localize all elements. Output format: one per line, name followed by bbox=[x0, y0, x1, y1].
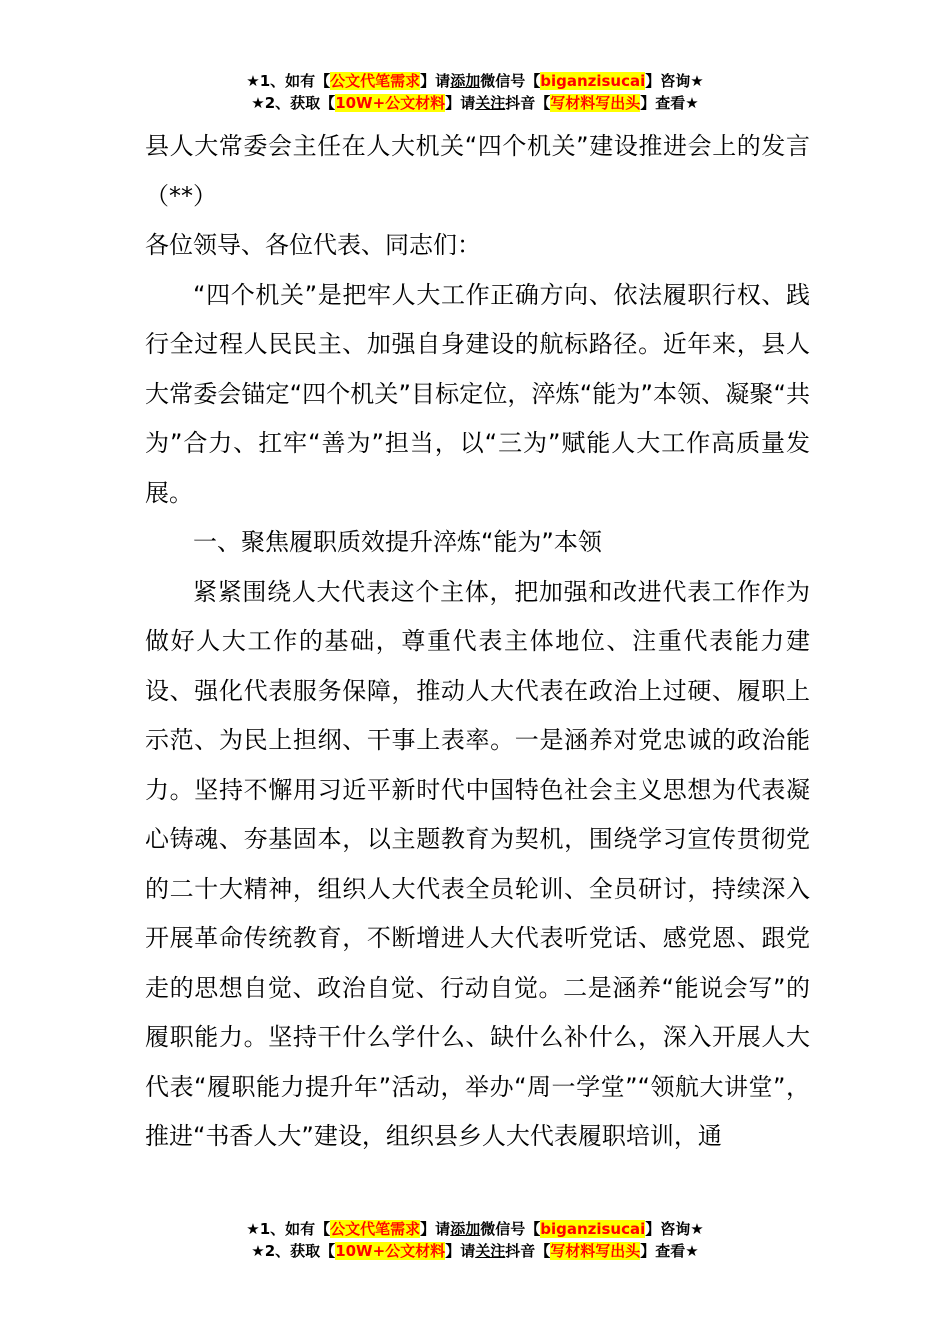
promo-text: 抖音【 bbox=[505, 94, 551, 112]
paragraph-body: 紧紧围绕人大代表这个主体，把加强和改进代表工作作为做好人大工作的基础，尊重代表主体地位、注重代表能力建设、强化代表服务保障，推动人大代表在政治上过硬、履职上示范、为民上担纲、干事上表率。一是涵养对党忠诚的政治能力。坚持不懈用习近平新时代中国特色社会主义思想为代表凝心铸魂、夯基固本，以主题教育为契机，围绕学习宣传贯彻党的二十大精神，组织人大代表全员轮训、全员研讨，持续深入开展革命传统教育，不断增进人大代表听党话、感党恩、跟党走的思想自觉、政治自觉、行动自觉。二是涵养“能说会写”的履职能力。坚持干什么学什么、缺什么补什么，深入开展人大代表“履职能力提升年”活动，举办“周一学堂”“领航大讲堂”，推进“书香人大”建设，组织县乡人大代表履职培训，通 bbox=[145, 577, 810, 1150]
promo-text: 抖音【 bbox=[505, 1242, 551, 1260]
promo-highlight: 10W+公文材料 bbox=[335, 94, 446, 112]
promo-wechat-id: biganzisucai bbox=[540, 1220, 646, 1238]
promo-line-1 bbox=[0, 70, 950, 92]
promo-text: 】咨询★ bbox=[645, 1220, 704, 1238]
promo-underline: 关注 bbox=[475, 1242, 506, 1260]
promo-text: 】查看★ bbox=[640, 94, 699, 112]
section-heading: 一、聚焦履职质效提升淬炼“能为”本领 bbox=[193, 528, 602, 556]
promo-line-1 bbox=[0, 1218, 950, 1240]
promo-text: 】请 bbox=[445, 94, 476, 112]
promo-text: ★1、如有【 bbox=[246, 1220, 331, 1238]
promo-line-2 bbox=[0, 92, 950, 114]
promo-underline: 关注 bbox=[475, 94, 506, 112]
promo-text: 】请 bbox=[420, 72, 451, 90]
promo-wechat-id: biganzisucai bbox=[540, 72, 646, 90]
paragraph-intro: “四个机关”是把牢人大工作正确方向、依法履职行权、践行全过程人民民主、加强自身建设的航标路径。近年来，县人大常委会锚定“四个机关”目标定位，淬炼“能为”本领、凝聚“共为”合力、扛牢“善为”担当，以“三为”赋能人大工作高质量发展。 bbox=[145, 280, 810, 507]
promo-highlight: 公文代笔需求 bbox=[330, 1220, 421, 1238]
promo-banner-top bbox=[0, 70, 950, 114]
document-body bbox=[145, 122, 810, 1162]
document-title: 县人大常委会主任在人大机关“四个机关”建设推进会上的发言（**） bbox=[145, 132, 810, 210]
promo-banner-bottom bbox=[0, 1218, 950, 1262]
promo-douyin-id: 写材料写出头 bbox=[550, 94, 641, 112]
promo-highlight: 公文代笔需求 bbox=[330, 72, 421, 90]
promo-text: 】咨询★ bbox=[645, 72, 704, 90]
promo-underline: 添加 bbox=[450, 72, 481, 90]
promo-underline: 添加 bbox=[450, 1220, 481, 1238]
promo-text: ★1、如有【 bbox=[246, 72, 331, 90]
salutation: 各位领导、各位代表、同志们： bbox=[145, 231, 481, 259]
promo-text: 】请 bbox=[445, 1242, 476, 1260]
promo-text: 】查看★ bbox=[640, 1242, 699, 1260]
promo-text: 】请 bbox=[420, 1220, 451, 1238]
promo-line-2 bbox=[0, 1240, 950, 1262]
promo-text: 微信号【 bbox=[480, 72, 541, 90]
promo-douyin-id: 写材料写出头 bbox=[550, 1242, 641, 1260]
promo-text: 微信号【 bbox=[480, 1220, 541, 1238]
promo-text: ★2、获取【 bbox=[251, 94, 336, 112]
promo-highlight: 10W+公文材料 bbox=[335, 1242, 446, 1260]
promo-text: ★2、获取【 bbox=[251, 1242, 336, 1260]
